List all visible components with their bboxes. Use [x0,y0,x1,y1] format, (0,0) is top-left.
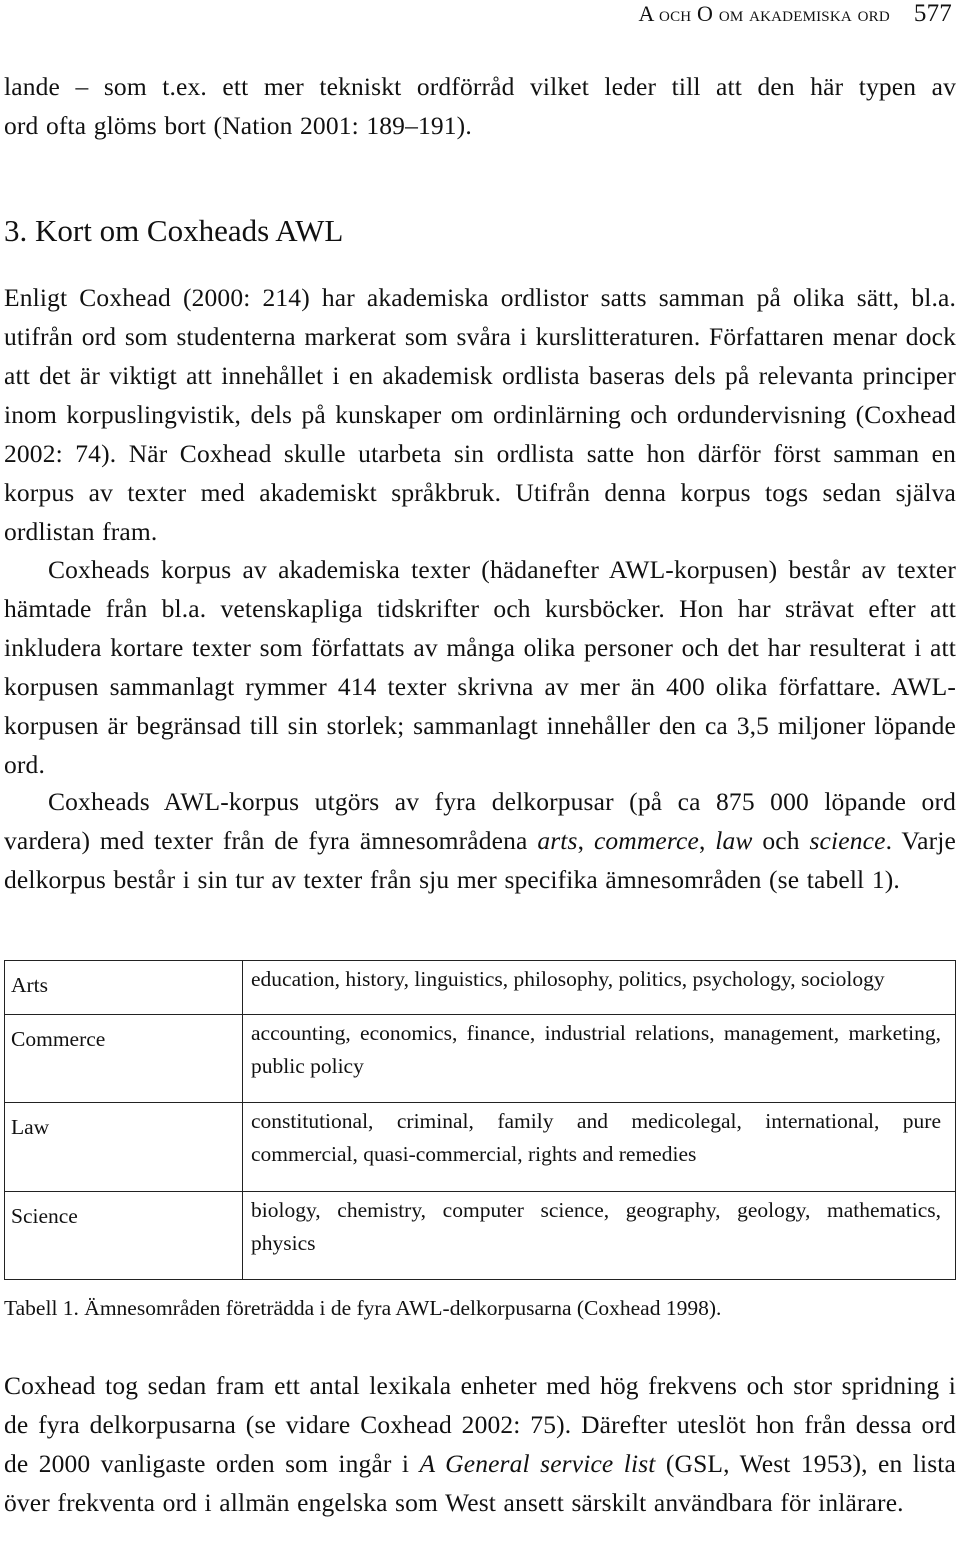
table-row [5,1103,956,1191]
paragraph-3-text [4,782,956,899]
subject-areas-table [4,960,956,1280]
paragraph-1-part-c: När Coxhead skulle utarbeta sin ordlista satte hon därför först samman en korpus av texter med akademiskt språkbruk. Utifrån denna korpus togs sedan själva ordlistan fram. [4,439,957,546]
paragraph-1-text [4,278,956,551]
table-cell-area: Law [5,1103,243,1191]
running-head-title: A och O om akademiska ord [638,1,890,26]
paragraph-3-sep-3: och [752,826,810,855]
area-term-science: science [809,826,886,855]
table-cell-fields: biology, chemistry, computer science, geography, geology, mathematics, physics [243,1191,956,1279]
paragraph-3-sep-1: , [577,826,594,855]
paragraph-3-sep-2: , [698,826,716,855]
table-cell-area: Science [5,1191,243,1279]
table-cell-area: Commerce [5,1014,243,1102]
closing-paragraph-text [4,1366,956,1522]
running-head [638,0,952,28]
area-term-arts: arts [537,826,578,855]
closing-before: Coxhead tog sedan fram ett antal lexikala enheter med hög frekvens och stor spridning i de fyra delkorpusarna (se vidare Coxhead 2002: 75). Därefter uteslöt hon från dessa ord de 2000 vanligaste orden som ingår i [4,1371,956,1478]
table-cell-fields: constitutional, criminal, family and medicolegal, international, pure commercial, quasi-commercial, rights and remedies [243,1103,956,1191]
section-paragraph-1 [4,278,956,551]
table-row [5,1191,956,1279]
table-row [5,961,956,1015]
intro-line-1: lande – som t.ex. ett mer tekniskt ordförråd vilket leder till att den här typen av [4,72,956,101]
table-row [5,1014,956,1102]
table-caption [4,1293,721,1323]
paragraph-1-part-a: Enligt Coxhead (2000: 214) har akademiska ordlistor satts samman på olika sätt, bl.a. utifrån ord som studenterna markerat som svåra i kurslitteraturen. [4,283,956,351]
paragraph-3-before: Coxheads AWL-korpus utgörs av fyra delkorpusar (på ca 875 000 löpande ord vardera) med texter från de fyra ämnesområdena [4,787,956,855]
table-cell-fields: education, history, linguistics, philosophy, politics, psychology, sociology [243,961,956,1015]
table-cell-fields: accounting, economics, finance, industrial relations, management, marketing, public policy [243,1014,956,1102]
table-cell-area: Arts [5,961,243,1015]
page-number: 577 [913,0,952,27]
area-term-commerce: commerce [593,826,699,855]
intro-paragraph [4,67,956,145]
paragraph-1-part-b: Författaren menar dock att det är viktigt att innehållet i en akademisk ordlista baseras dels på relevanta principer inom korpuslingvistik, dels på kunskaper om ordinlärning och ordundervisning (Coxhead 2002: 74). [4,322,956,468]
section-paragraph-2 [4,550,956,784]
intro-line-2: ord ofta glöms bort (Nation 2001: 189–191). [4,111,472,140]
section-paragraph-3 [4,782,956,899]
closing-paragraph [4,1366,956,1522]
closing-after: (GSL, West 1953), en lista över frekventa ord i allmän engelska som West ansett särskilt användbara för inlärare. [4,1449,956,1517]
section-heading: 3. Kort om Coxheads AWL [4,213,344,248]
table-caption-text: Ämnesområden företrädda i de fyra AWL-delkorpusarna (Coxhead 1998). [84,1296,722,1320]
cited-title: A General service list [419,1449,656,1478]
area-term-law: law [715,826,753,855]
paragraph-3-after: . Varje delkorpus består i sin tur av texter från sju mer specifika ämnesområden (se tabell 1). [4,826,956,894]
paragraph-2-text: Coxheads korpus av akademiska texter (hädanefter AWL-korpusen) består av texter hämtade från bl.a. vetenskapliga tidskrifter och kursböcker. Hon har strävat efter att inkludera kortare texter som författats av många olika personer och det har resulterat i att korpusen sammanlagt rymmer 414 texter skrivna av mer än 400 olika författare. AWL-korpusen är begränsad till sin storlek; sammanlagt innehåller den ca 3,5 miljoner löpande ord. [4,555,956,779]
table-caption-label: Tabell 1. [4,1296,79,1320]
